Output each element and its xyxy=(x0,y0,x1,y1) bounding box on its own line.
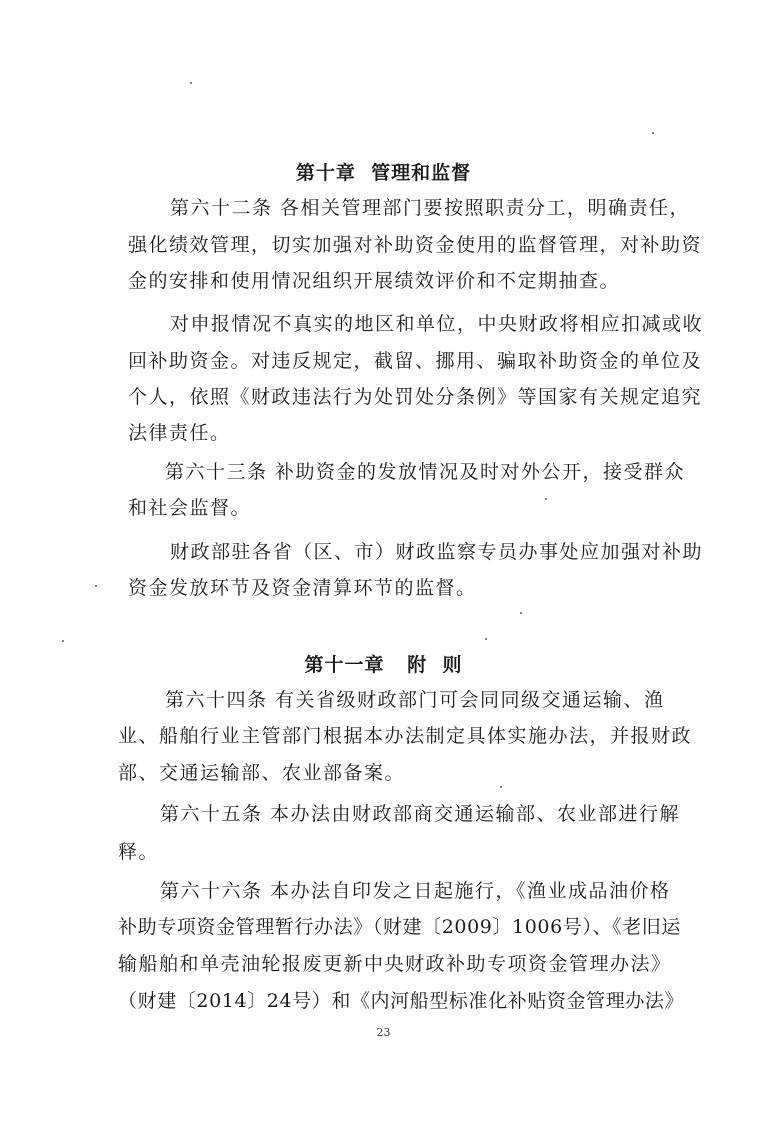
chapter-11-heading: 第十一章 附 则 xyxy=(304,654,463,676)
scan-speck xyxy=(545,498,547,500)
ch10-line-6: 个人，依照《财政违法行为处罚处分条例》等国家有关规定追究 xyxy=(128,386,703,408)
ch10-line-9: 和社会监督。 xyxy=(128,497,252,519)
ch11-line-7: 补助专项资金管理暂行办法》（财建〔2009〕1006号）、《老旧运 xyxy=(118,916,682,938)
ch11-line-8: 输船舶和单壳油轮报废更新中央财政补助专项资金管理办法》 xyxy=(118,953,672,975)
scan-speck xyxy=(652,132,654,134)
ch11-line-5: 释。 xyxy=(118,841,160,863)
scan-speck xyxy=(500,786,502,788)
ch11-line-6: 第六十六条 本办法自印发之日起施行，《渔业成品油价格 xyxy=(160,880,671,902)
scan-speck xyxy=(190,82,192,84)
ch10-line-5: 回补助资金。对违反规定，截留、挪用、骗取补助资金的单位及 xyxy=(128,350,703,372)
scan-speck xyxy=(95,585,97,587)
ch11-line-1: 第六十四条 有关省级财政部门可会同同级交通运输、渔 xyxy=(165,689,665,711)
ch10-line-11: 资金发放环节及资金清算环节的监督。 xyxy=(128,577,477,599)
scan-speck xyxy=(62,640,64,642)
ch10-line-7: 法律责任。 xyxy=(128,422,231,444)
scan-speck xyxy=(520,612,522,614)
ch11-line-2: 业、船舶行业主管部门根据本办法制定具体实施办法，并报财政 xyxy=(118,725,693,747)
ch10-line-4: 对申报情况不真实的地区和单位，中央财政将相应扣减或收 xyxy=(170,313,704,335)
scan-speck xyxy=(485,638,487,640)
ch10-line-2: 强化绩效管理，切实加强对补助资金使用的监督管理，对补助资 xyxy=(128,234,703,256)
ch10-line-10: 财政部驻各省（区、市）财政监察专员办事处应加强对补助 xyxy=(170,541,704,563)
ch10-line-8: 第六十三条 补助资金的发放情况及时对外公开，接受群众 xyxy=(165,461,686,483)
ch10-line-1: 第六十二条 各相关管理部门要按照职责分工，明确责任， xyxy=(170,197,691,219)
ch10-line-3: 金的安排和使用情况组织开展绩效评价和不定期抽查。 xyxy=(128,270,621,292)
ch11-line-4: 第六十五条 本办法由财政部商交通运输部、农业部进行解 xyxy=(160,803,681,825)
ch11-line-3: 部、交通运输部、农业部备案。 xyxy=(118,762,406,784)
page-number: 23 xyxy=(376,1026,391,1039)
ch11-line-9: （财建〔2014〕24号）和《内河船型标准化补贴资金管理办法》 xyxy=(118,990,685,1012)
chapter-10-heading: 第十章 管理和监督 xyxy=(295,162,472,184)
